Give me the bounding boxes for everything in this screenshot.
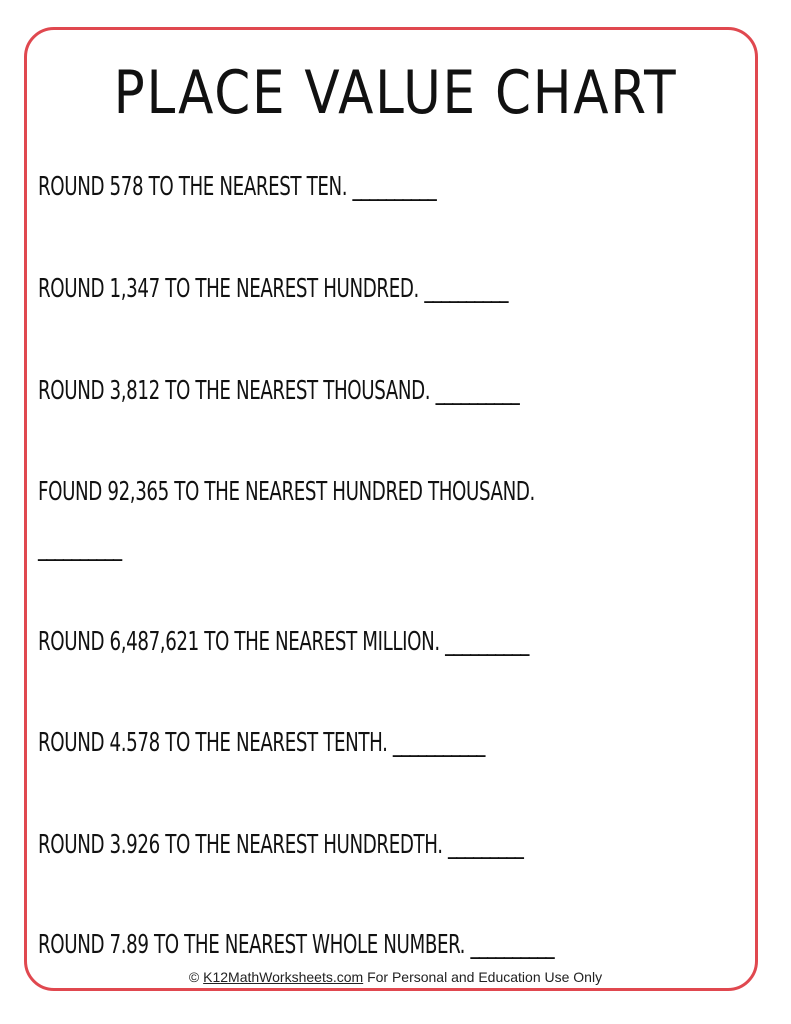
answer-blank: __________ [435,376,520,406]
question-7 [38,830,523,860]
answer-blank: __________ [352,172,436,202]
copyright-symbol: © [188,969,200,985]
question-3 [38,376,519,406]
question-8 [38,930,554,960]
answer-blank: __________ [38,532,122,562]
question-text: ROUND 578 TO THE NEAREST TEN. [38,172,348,202]
usage-note: For Personal and Education Use Only [367,969,603,985]
answer-blank: __________ [424,274,508,304]
question-text: FOUND 92,365 TO THE NEAREST HUNDRED THOUSAND. [38,477,535,507]
footer [0,969,791,985]
answer-blank: __________ [445,627,529,657]
question-text: ROUND 3,812 TO THE NEAREST THOUSAND. [38,376,431,406]
question-1 [38,172,436,202]
question-4-answer [38,532,121,562]
question-4 [38,477,535,507]
question-5 [38,627,529,657]
site-link[interactable]: K12MathWorksheets.com [203,969,364,985]
answer-blank: __________ [470,930,554,960]
answer-blank: _________ [448,830,524,860]
question-text: ROUND 3.926 TO THE NEAREST HUNDREDTH. [38,830,443,860]
question-text: ROUND 7.89 TO THE NEAREST WHOLE NUMBER. [38,930,466,960]
question-2 [38,274,508,304]
page-title: PLACE VALUE CHART [113,58,678,128]
question-text: ROUND 6,487,621 TO THE NEAREST MILLION. [38,627,440,657]
question-6 [38,728,485,758]
question-text: ROUND 4.578 TO THE NEAREST TENTH. [38,728,388,758]
question-text: ROUND 1,347 TO THE NEAREST HUNDRED. [38,274,419,304]
answer-blank: ___________ [392,728,485,758]
